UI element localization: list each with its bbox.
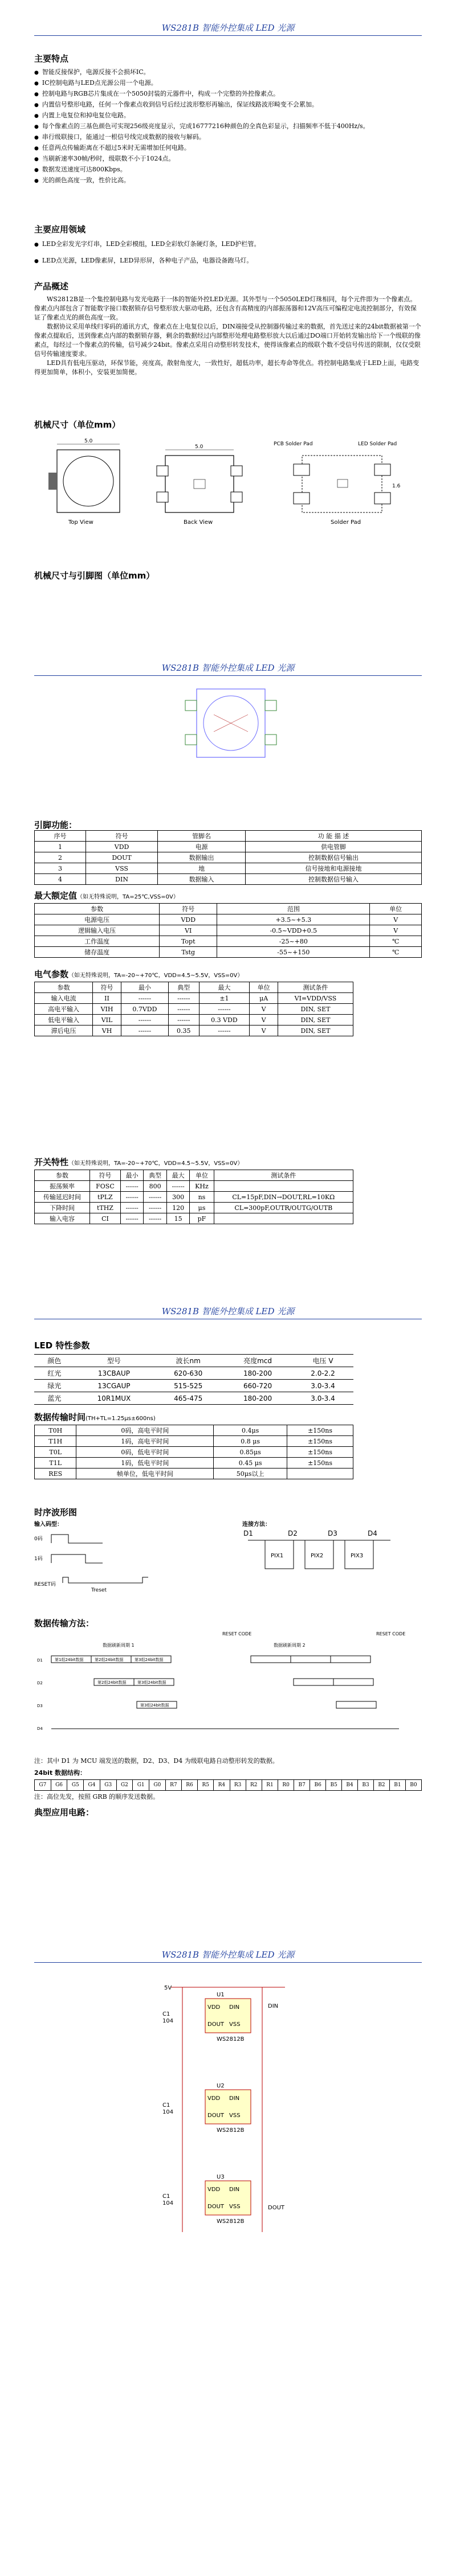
svg-text:数据刷新周期 2: 数据刷新周期 2 bbox=[274, 1643, 306, 1648]
dimension-label: 1.6 bbox=[392, 483, 401, 489]
svg-text:第1组24bit数据: 第1组24bit数据 bbox=[55, 1658, 84, 1662]
svg-text:VDD: VDD bbox=[207, 2004, 221, 2011]
table-row: 传输延迟时间 tPLZ ------ ------ 300 ns CL=15pF,DIN→DOUT,RL=10KΩ bbox=[35, 1192, 353, 1203]
svg-text:U1: U1 bbox=[217, 1992, 225, 1998]
table-row: 高电平输入 VIH 0.7VDD ------ ------ V DIN, SET bbox=[35, 1004, 353, 1015]
input-code-label: 输入码型： bbox=[34, 1521, 63, 1528]
back-view-label: Back View bbox=[184, 519, 213, 526]
svg-text:DIN: DIN bbox=[268, 2003, 279, 2009]
svg-text:D3: D3 bbox=[328, 1529, 337, 1537]
table-row: 逻辑输入电压 VI -0.5~VDD+0.5 V bbox=[35, 925, 422, 936]
svg-text:C1: C1 bbox=[162, 2011, 170, 2017]
svg-text:VDD: VDD bbox=[207, 2187, 221, 2193]
list-item: ● 任意两点传输距离在不超过5米时无需增加任何电路。 bbox=[34, 143, 422, 154]
svg-text:D4: D4 bbox=[368, 1529, 377, 1537]
bit-cell: B4 bbox=[342, 1780, 358, 1791]
svg-text:PIX2: PIX2 bbox=[311, 1553, 324, 1559]
switch-title: 开关特性（如无特殊说明，TA=-20~+70℃，VDD=4.5~5.5V，VSS=0V） bbox=[34, 1157, 243, 1167]
column-header: 符号 bbox=[85, 831, 157, 842]
bit-cell: G4 bbox=[84, 1780, 100, 1791]
method-note: 注：其中 D1 为 MCU 端发送的数据，D2、D3、D4 为级联电路自动整形转发的数据。 bbox=[34, 1757, 279, 1765]
bit-cell: G7 bbox=[35, 1780, 51, 1791]
svg-text:DOUT: DOUT bbox=[207, 2113, 224, 2119]
time-table bbox=[34, 1425, 353, 1479]
page-4 bbox=[0, 1930, 456, 2576]
bit-cell: R1 bbox=[262, 1780, 278, 1791]
page-2 bbox=[0, 643, 456, 1287]
svg-text:WS2812B: WS2812B bbox=[217, 2218, 245, 2225]
page-1 bbox=[0, 0, 456, 643]
svg-text:PIX3: PIX3 bbox=[351, 1553, 364, 1559]
svg-text:第2组24bit数据: 第2组24bit数据 bbox=[95, 1658, 124, 1662]
mechanical-drawing bbox=[34, 433, 422, 552]
table-row: T1H 1码，高电平时间 0.8 μs ±150ns bbox=[35, 1436, 353, 1447]
list-item: ● IC控制电路与LED点光源公用一个电源。 bbox=[34, 78, 422, 89]
typical-title: 典型应用电路： bbox=[34, 1807, 95, 1818]
bit-cell: B3 bbox=[358, 1780, 374, 1791]
table-row: 下降时间 tTHZ ------ ------ 120 μs CL=300pF,OUTR/OUTG/OUTB bbox=[35, 1203, 353, 1213]
column-header: 序号 bbox=[35, 831, 86, 842]
column-header: 管脚名 bbox=[158, 831, 246, 842]
svg-text:DOUT: DOUT bbox=[207, 2204, 224, 2210]
page-header: WS281B 智能外控集成 LED 光源 bbox=[34, 22, 422, 34]
solder-pad-view bbox=[274, 441, 401, 526]
led-table: 颜色 型号 波长nm 亮度mcd 电压 V 红光 13CBAUP 620-630 180-200 2.0-2.2 绿光 13CGAUP 515-525 660-720 3.0-3.4 蓝光 10R1MUX 465-475 180-200 3.0-3.4 bbox=[34, 1354, 353, 1405]
time-title: 数据传输时间(TH+TL=1.25μs±600ns) bbox=[34, 1412, 156, 1422]
svg-text:U2: U2 bbox=[217, 2083, 225, 2089]
bit-cell: G5 bbox=[67, 1780, 84, 1791]
pcb-pad-label: PCB Solder Pad bbox=[274, 441, 313, 447]
bit-table bbox=[34, 1779, 422, 1791]
svg-text:第2组24bit数据: 第2组24bit数据 bbox=[97, 1680, 127, 1685]
elec-table: 参数 符号 最小 典型 最大 单位 测试条件 输入电流 II ------ ------ ±1 μA VI=VDD/VSS 高电平输入 VIH 0.7VDD ------ ------ V DIN, SET 低电平输入 VIL ------ ------ 0.3 VDD V DIN, SET 滞后电压 VH ------ 0.35 ------ V DIN, SET bbox=[34, 982, 353, 1036]
connection-diagram bbox=[242, 1529, 413, 1580]
list-item: ● LED全彩发光字灯串，LED全彩模组，LED全彩软灯条硬灯条，LED护栏管。 bbox=[34, 239, 422, 250]
back-view bbox=[157, 444, 242, 526]
table-row: 蓝光 10R1MUX 465-475 180-200 3.0-3.4 bbox=[34, 1392, 353, 1405]
pin-table bbox=[34, 830, 422, 885]
table-row: 低电平输入 VIL ------ ------ 0.3 VDD V DIN, SET bbox=[35, 1015, 353, 1026]
svg-text:DOUT: DOUT bbox=[268, 2205, 284, 2211]
table-row: 工作温度 Topt -25~+80 ℃ bbox=[35, 936, 422, 947]
elec-title: 电气参数（如无特殊说明，TA=-20~+70℃，VDD=4.5~5.5V，VSS=0V） bbox=[34, 969, 243, 979]
svg-text:104: 104 bbox=[162, 2018, 174, 2024]
table-row: 红光 13CBAUP 620-630 180-200 2.0-2.2 bbox=[34, 1367, 353, 1380]
bit-note: 注：高位先发，按照 GRB 的顺序发送数据。 bbox=[34, 1793, 160, 1800]
list-item: ● 控制电路与RGB芯片集成在一个5050封装的元器件中，构成一个完整的外控像素点。 bbox=[34, 89, 422, 100]
bit-cell: G3 bbox=[100, 1780, 116, 1791]
pin-title: 机械尺寸与引脚图（单位mm） bbox=[34, 571, 155, 581]
svg-text:VSS: VSS bbox=[229, 2021, 241, 2028]
svg-text:104: 104 bbox=[162, 2109, 174, 2115]
list-item: ● LED点光源，LED像素屏，LED异形屏，各种电子产品，电器设备跑马灯。 bbox=[34, 256, 422, 266]
svg-text:WS2812B: WS2812B bbox=[217, 2036, 245, 2042]
list-item: ● 串行级联接口，能通过一根信号线完成数据的接收与解码。 bbox=[34, 132, 422, 143]
table-row: T0H 0码，高电平时间 0.4μs ±150ns bbox=[35, 1425, 353, 1436]
data-transmission-diagram bbox=[34, 1629, 422, 1742]
list-item: ● 光的颜色高度一致，性价比高。 bbox=[34, 175, 422, 186]
typical-circuit bbox=[160, 1982, 308, 2255]
svg-text:0码: 0码 bbox=[34, 1536, 43, 1542]
bit-cell: R2 bbox=[246, 1780, 262, 1791]
svg-text:VSS: VSS bbox=[229, 2113, 241, 2119]
list-item: ● 当刷新速率30帧/秒时，级联数不小于1024点。 bbox=[34, 154, 422, 165]
list-item: ● 数据发送速度可达800Kbps。 bbox=[34, 165, 422, 175]
svg-text:D1: D1 bbox=[243, 1529, 253, 1537]
bit-cell: B2 bbox=[374, 1780, 390, 1791]
dimension-label: 5.0 bbox=[195, 444, 203, 450]
bit-cell: R0 bbox=[278, 1780, 294, 1791]
page-header: WS281B 智能外控集成 LED 光源 bbox=[34, 1949, 422, 1960]
table-row: 储存温度 Tstg -55~+150 ℃ bbox=[35, 947, 422, 958]
svg-text:RESET CODE: RESET CODE bbox=[376, 1631, 406, 1636]
page-header: WS281B 智能外控集成 LED 光源 bbox=[34, 662, 422, 674]
led-pad-label: LED Solder Pad bbox=[358, 441, 397, 447]
page-3 bbox=[0, 1287, 456, 1930]
overview-text bbox=[34, 295, 422, 377]
svg-text:RESET CODE: RESET CODE bbox=[222, 1631, 252, 1636]
bit-title: 24bit 数据结构： bbox=[34, 1769, 87, 1777]
overview-title: 产品概述 bbox=[34, 281, 69, 292]
table-row: 1 VDD 电源 供电管脚 bbox=[35, 842, 422, 852]
svg-text:第3组24bit数据: 第3组24bit数据 bbox=[137, 1680, 166, 1685]
svg-text:第3组24bit数据: 第3组24bit数据 bbox=[140, 1703, 169, 1708]
table-row bbox=[35, 1780, 422, 1791]
table-row: 输入电流 II ------ ------ ±1 μA VI=VDD/VSS bbox=[35, 993, 353, 1004]
max-title: 最大额定值（如无特殊说明，TA=25℃,VSS=0V） bbox=[34, 891, 179, 901]
svg-text:WS2812B: WS2812B bbox=[217, 2127, 245, 2134]
bit-cell: B7 bbox=[294, 1780, 310, 1791]
apps-list bbox=[34, 239, 422, 266]
list-item: ● 内置上电复位和掉电复位电路。 bbox=[34, 110, 422, 121]
svg-text:DOUT: DOUT bbox=[207, 2021, 224, 2028]
bit-cell: B0 bbox=[405, 1780, 421, 1791]
svg-text:第3组24bit数据: 第3组24bit数据 bbox=[135, 1658, 164, 1662]
table-row: 滞后电压 VH ------ 0.35 ------ V DIN, SET bbox=[35, 1026, 353, 1036]
paragraph: LED具有低电压驱动，环保节能，亮度高，散射角度大，一致性好，超低功率，超长寿命等优点。将控制电路集成于LED上面，电路变得更加简单，体积小，安装更加简便。 bbox=[34, 359, 420, 376]
svg-text:C1: C1 bbox=[162, 2102, 170, 2109]
svg-text:数据刷新周期 1: 数据刷新周期 1 bbox=[103, 1643, 135, 1648]
column-header: 功 能 描 述 bbox=[246, 831, 422, 842]
svg-text:RESET码: RESET码 bbox=[34, 1582, 56, 1588]
features-list bbox=[34, 67, 422, 186]
page-header: WS281B 智能外控集成 LED 光源 bbox=[34, 1305, 422, 1317]
apps-title: 主要应用领域 bbox=[34, 224, 86, 235]
table-row: 输入电容 CI ------ ------ 15 pF bbox=[35, 1213, 353, 1224]
table-row: 3 VSS 地 信号接地和电源接地 bbox=[35, 863, 422, 874]
paragraph: WS2812B是一个集控制电路与发光电路于一体的智能外控LED光源。其外型与一个5050LED灯珠相同，每个元件即为一个像素点。像素点内部包含了智能数字接口数据锁存信号整形放大驱动电路，还包含有高精度的内部振荡器和12V高压可编程定电流控制部分，有效保证了像素点光的颜色高度一致。 bbox=[34, 296, 417, 321]
bit-cell: R4 bbox=[214, 1780, 230, 1791]
dimension-label: 5.0 bbox=[84, 438, 93, 444]
seq-title: 时序波形图 bbox=[34, 1507, 78, 1517]
paragraph: 数据协议采用单线归零码的通讯方式，像素点在上电复位以后，DIN端接受从控制器传输过来的数据，首先送过来的24bit数据被第一个像素点提取后，送到像素点内部的数据锁存器，剩余的数据经过内部整形处理电路整形放大以后通过DO端口开始转发输出给下一个级联的像素点，每经过一个像素点的传输，信号减少24bit。像素点采用自动整形转发技术，使得该像素点的级联个数不受信号传送的限制，仅仅受限信号传输速度要求。 bbox=[34, 323, 421, 358]
pin-diagram bbox=[180, 683, 282, 769]
svg-text:DIN: DIN bbox=[229, 2004, 240, 2011]
list-item: ● 内置信号整形电路，任何一个像素点收到信号后经过波形整形再输出，保证线路波形畸变不会累加。 bbox=[34, 100, 422, 110]
bit-cell: R6 bbox=[181, 1780, 197, 1791]
solder-pad-label: Solder Pad bbox=[331, 519, 361, 526]
bit-cell: G2 bbox=[116, 1780, 133, 1791]
bit-cell: G0 bbox=[149, 1780, 166, 1791]
table-row: RES 帧单位，低电平时间 50μs以上 bbox=[35, 1469, 353, 1479]
bit-cell: R3 bbox=[230, 1780, 246, 1791]
led-title: LED 特性参数 bbox=[34, 1340, 90, 1351]
list-item: ● 智能反接保护，电源反接不会损坏IC。 bbox=[34, 67, 422, 78]
method-title: 数据传输方法： bbox=[34, 1618, 95, 1629]
connection-label: 连接方法： bbox=[242, 1521, 271, 1528]
table-row: 振荡频率 FOSC ------ 800 ------ KHz bbox=[35, 1181, 353, 1192]
svg-text:D2: D2 bbox=[288, 1529, 298, 1537]
features-title: 主要特点 bbox=[34, 54, 69, 64]
table-row: 绿光 13CGAUP 515-525 660-720 3.0-3.4 bbox=[34, 1380, 353, 1392]
table-row: 电源电压 VDD +3.5~+5.3 V bbox=[35, 914, 422, 925]
svg-text:Treset: Treset bbox=[91, 1588, 107, 1593]
bit-cell: B1 bbox=[389, 1780, 405, 1791]
table-row: T0L 0码，低电平时间 0.85μs ±150ns bbox=[35, 1447, 353, 1458]
svg-text:D2: D2 bbox=[37, 1681, 43, 1685]
svg-text:5V: 5V bbox=[164, 1985, 172, 1991]
svg-text:D3: D3 bbox=[37, 1704, 43, 1708]
svg-text:DIN: DIN bbox=[229, 2095, 240, 2102]
mech-title: 机械尺寸（单位mm） bbox=[34, 420, 121, 430]
bit-cell: R5 bbox=[198, 1780, 214, 1791]
svg-text:104: 104 bbox=[162, 2200, 174, 2206]
svg-text:D4: D4 bbox=[37, 1726, 43, 1731]
top-view-label: Top View bbox=[68, 519, 93, 526]
bit-cell: B6 bbox=[310, 1780, 326, 1791]
svg-text:C1: C1 bbox=[162, 2193, 170, 2200]
svg-text:U3: U3 bbox=[217, 2174, 225, 2180]
table-row: 2 DOUT 数据输出 控制数据信号输出 bbox=[35, 852, 422, 863]
svg-text:DIN: DIN bbox=[229, 2187, 240, 2193]
pin-function-title: 引脚功能： bbox=[34, 820, 78, 830]
table-row: T1L 1码，低电平时间 0.45 μs ±150ns bbox=[35, 1458, 353, 1469]
table-row: 4 DIN 数据输入 控制数据信号输入 bbox=[35, 874, 422, 885]
svg-text:1码: 1码 bbox=[34, 1556, 43, 1562]
bit-cell: G1 bbox=[133, 1780, 149, 1791]
svg-text:PIX1: PIX1 bbox=[271, 1553, 284, 1559]
bit-cell: G6 bbox=[51, 1780, 67, 1791]
top-view bbox=[48, 438, 120, 526]
bit-cell: R7 bbox=[165, 1780, 181, 1791]
bit-cell: B5 bbox=[326, 1780, 342, 1791]
svg-text:VSS: VSS bbox=[229, 2204, 241, 2210]
switch-table: 参数 符号 最小 典型 最大 单位 测试条件 振荡频率 FOSC ------ 800 ------ KHz 传输延迟时间 tPLZ ------ ------ 300 ns CL=15pF,DIN→DOUT,RL=10KΩ 下降时间 tTHZ ------ ------ 120 μs CL=300pF,OUTR/OUTG/OUTB 输入电容 CI ------ ------ 15 pF bbox=[34, 1170, 353, 1224]
svg-text:VDD: VDD bbox=[207, 2095, 221, 2102]
input-code-waveform bbox=[34, 1529, 228, 1597]
svg-text:D1: D1 bbox=[37, 1658, 43, 1663]
list-item: ● 每个像素点的三基色颜色可实现256级亮度显示，完成16777216种颜色的全真色彩显示，扫描频率不低于400Hz/s。 bbox=[34, 121, 422, 132]
max-rating-table: 参数 符号 范围 单位 电源电压 VDD +3.5~+5.3 V 逻辑输入电压 VI -0.5~VDD+0.5 V 工作温度 Topt -25~+80 ℃ 储存温度 Tstg -55~+150 ℃ bbox=[34, 903, 422, 958]
